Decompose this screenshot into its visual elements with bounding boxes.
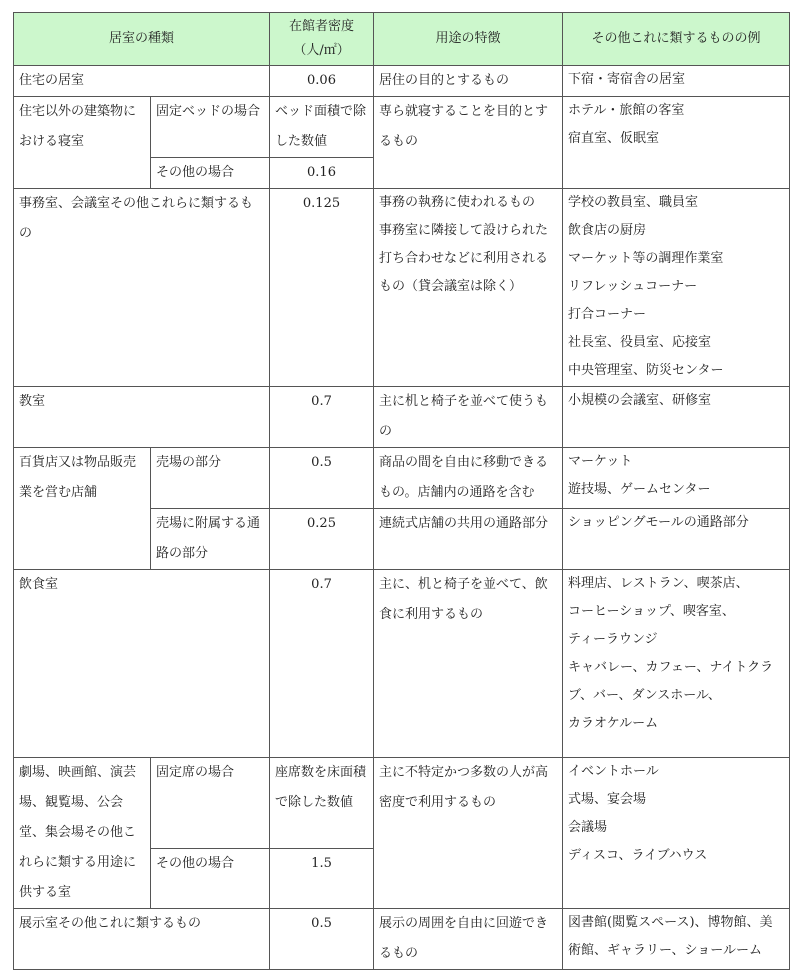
room-type-cell: 展示室その他これに類するもの [14, 909, 270, 970]
usage-cell: 主に机と椅子を並べて使うもの [374, 387, 563, 448]
density-cell: 0.7 [270, 570, 374, 758]
room-type-cell: 住宅以外の建築物における寝室 [14, 97, 151, 189]
usage-cell: 展示の周囲を自由に回遊できるもの [374, 909, 563, 970]
usage-cell: 事務の執務に使われるもの 事務室に隣接して設けられた打ち合わせなどに利用されるもの（貸会議室は除く） [374, 189, 563, 387]
density-cell: 0.5 [270, 909, 374, 970]
table-row [14, 66, 790, 97]
room-type-cell: 百貨店又は物品販売業を営む店舗 [14, 448, 151, 570]
examples-cell: 学校の教員室、職員室 飲食店の厨房 マーケット等の調理作業室 リフレッシュコーナー 打合コーナー 社長室、役員室、応接室 中央管理室、防災センター [563, 189, 790, 387]
usage-cell: 主に不特定かつ多数の人が高密度で利用するもの [374, 758, 563, 909]
sub-type-cell: 固定席の場合 [151, 758, 270, 849]
header-row [14, 13, 790, 66]
room-type-cell: 住宅の居室 [14, 66, 270, 97]
density-cell: 座席数を床面積で除した数値 [270, 758, 374, 849]
examples-cell: ホテル・旅館の客室 宿直室、仮眠室 [563, 97, 790, 189]
density-cell: 0.7 [270, 387, 374, 448]
examples-cell: ショッピングモールの通路部分 [563, 509, 790, 570]
header-density [270, 13, 374, 66]
density-cell: ベッド面積で除した数値 [270, 97, 374, 158]
table-row [14, 97, 790, 158]
examples-cell: 料理店、レストラン、喫茶店、 コーヒーショップ、喫客室、 ティーラウンジ キャバレー、カフェー、ナイトクラブ、バー、ダンスホール、 カラオケルーム [563, 570, 790, 758]
sub-type-cell: その他の場合 [151, 849, 270, 909]
table-row [14, 189, 790, 387]
table-row [14, 909, 790, 970]
header-density-unit: （人/㎡） [293, 43, 350, 58]
usage-cell: 主に、机と椅子を並べて、飲食に利用するもの [374, 570, 563, 758]
header-room-type: 居室の種類 [14, 13, 270, 66]
density-cell: 0.06 [270, 66, 374, 97]
header-density-label: 在館者密度 [289, 19, 355, 34]
room-type-cell: 飲食室 [14, 570, 270, 758]
header-examples: その他これに類するものの例 [563, 13, 790, 66]
table-row [14, 387, 790, 448]
density-cell: 0.25 [270, 509, 374, 570]
density-cell: 0.16 [270, 158, 374, 189]
header-usage: 用途の特徴 [374, 13, 563, 66]
sub-type-cell: 売場に附属する通路の部分 [151, 509, 270, 570]
usage-cell: 居住の目的とするもの [374, 66, 563, 97]
sub-type-cell: 固定ベッドの場合 [151, 97, 270, 158]
table-row [14, 758, 790, 849]
examples-cell: 図書館(閲覧スペース)、博物館、美術館、ギャラリー、ショールーム [563, 909, 790, 970]
examples-cell: 小規模の会議室、研修室 [563, 387, 790, 448]
sub-type-cell: その他の場合 [151, 158, 270, 189]
table-row [14, 448, 790, 509]
room-type-cell: 事務室、会議室その他これらに類するもの [14, 189, 270, 387]
sub-type-cell: 売場の部分 [151, 448, 270, 509]
occupant-density-table [13, 12, 790, 970]
density-cell: 0.5 [270, 448, 374, 509]
usage-cell: 専ら就寝することを目的とするもの [374, 97, 563, 189]
table-row [14, 570, 790, 758]
examples-cell: イベントホール 式場、宴会場 会議場 ディスコ、ライブハウス [563, 758, 790, 909]
examples-cell: マーケット 遊技場、ゲームセンター [563, 448, 790, 509]
room-type-cell: 教室 [14, 387, 270, 448]
usage-cell: 連続式店舗の共用の通路部分 [374, 509, 563, 570]
density-cell: 1.5 [270, 849, 374, 909]
usage-cell: 商品の間を自由に移動できるもの。店舗内の通路を含む [374, 448, 563, 509]
density-cell: 0.125 [270, 189, 374, 387]
room-type-cell: 劇場、映画館、演芸場、観覧場、公会堂、集会場その他これらに類する用途に供する室 [14, 758, 151, 909]
examples-cell: 下宿・寄宿舎の居室 [563, 66, 790, 97]
